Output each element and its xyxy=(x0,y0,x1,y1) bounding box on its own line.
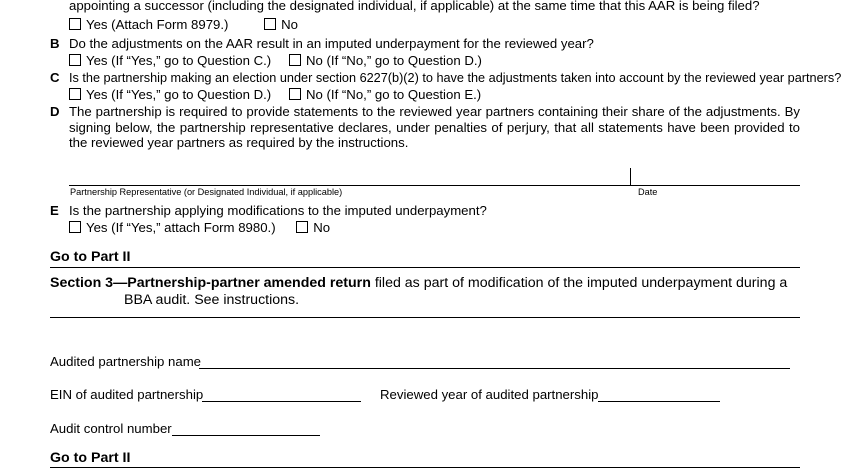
section-3-title xyxy=(50,275,787,291)
question-c-no-label: No (If “No,” go to Question E.) xyxy=(306,87,482,102)
question-e-yes-label: Yes (If “Yes,” attach Form 8980.) xyxy=(86,220,276,235)
question-a-yes-label: Yes (Attach Form 8979.) xyxy=(86,17,229,32)
question-e-no-checkbox[interactable] xyxy=(296,221,308,233)
signature-date-label: Date xyxy=(638,187,658,197)
question-c-yes xyxy=(69,87,271,103)
question-a-no-label: No xyxy=(281,17,298,32)
section-3-title-bold: Section 3—Partnership-partner amended return xyxy=(50,275,371,291)
question-c-yes-label: Yes (If “Yes,” go to Question D.) xyxy=(86,87,272,102)
question-d-text: The partnership is required to provide statements to the reviewed year partners containing their share of the adjustments. By signing below, the partnership representative declares, under penalties of perjury, that all statements have been provided to the reviewed year partners as required by the instructions. xyxy=(69,104,800,150)
divider xyxy=(50,267,800,268)
question-c-letter: C xyxy=(50,70,60,85)
question-a-text: appointing a successor (including the designated individual, if applicable) at the same time that this AAR is being filed? xyxy=(69,0,760,13)
question-d-letter: D xyxy=(50,104,60,119)
question-c-text: Is the partnership making an election under section 6227(b)(2) to have the adjustments taken into account by the reviewed year partners? xyxy=(69,71,842,85)
question-e-letter: E xyxy=(50,203,59,218)
ein-label: EIN of audited partnership xyxy=(50,387,204,402)
question-a-options xyxy=(69,17,298,33)
audited-name-label: Audited partnership name xyxy=(50,354,202,369)
question-b-yes xyxy=(69,53,271,69)
question-b-yes-label: Yes (If “Yes,” go to Question C.) xyxy=(86,53,272,68)
question-b-yes-checkbox[interactable] xyxy=(69,54,81,66)
question-b-no-checkbox[interactable] xyxy=(289,54,301,66)
audit-control-field[interactable] xyxy=(172,435,320,436)
audited-name-field[interactable] xyxy=(199,368,790,369)
question-c-no xyxy=(289,87,481,103)
question-b-text: Do the adjustments on the AAR result in an imputed underpayment for the reviewed year? xyxy=(69,36,594,51)
signature-line[interactable] xyxy=(69,185,800,186)
question-e-text: Is the partnership applying modifications to the imputed underpayment? xyxy=(69,203,487,218)
signature-date-divider xyxy=(630,168,631,185)
reviewed-year-label: Reviewed year of audited partnership xyxy=(380,387,599,402)
section-3-title-line2: BBA audit. See instructions. xyxy=(124,292,300,308)
divider xyxy=(50,317,800,318)
go-to-part-ii-heading: Go to Part II xyxy=(50,450,131,466)
question-e-options xyxy=(69,220,330,236)
signature-rep-label: Partnership Representative (or Designated Individual, if applicable) xyxy=(70,187,343,197)
question-c-no-checkbox[interactable] xyxy=(289,88,301,100)
question-a-no-checkbox[interactable] xyxy=(264,18,276,30)
question-e-no-label: No xyxy=(313,220,331,235)
reviewed-year-field[interactable] xyxy=(598,401,720,402)
section-3-title-rest: filed as part of modification of the imputed underpayment during a xyxy=(370,275,788,291)
question-c-yes-checkbox[interactable] xyxy=(69,88,81,100)
question-b-no xyxy=(289,53,482,69)
question-b-no-label: No (If “No,” go to Question D.) xyxy=(306,53,482,68)
question-b-letter: B xyxy=(50,36,60,51)
question-a-yes-checkbox[interactable] xyxy=(69,18,81,30)
question-e-yes-checkbox[interactable] xyxy=(69,221,81,233)
audit-control-label: Audit control number xyxy=(50,421,172,436)
ein-field[interactable] xyxy=(202,401,361,402)
divider xyxy=(50,467,800,468)
go-to-part-ii-heading: Go to Part II xyxy=(50,249,131,265)
